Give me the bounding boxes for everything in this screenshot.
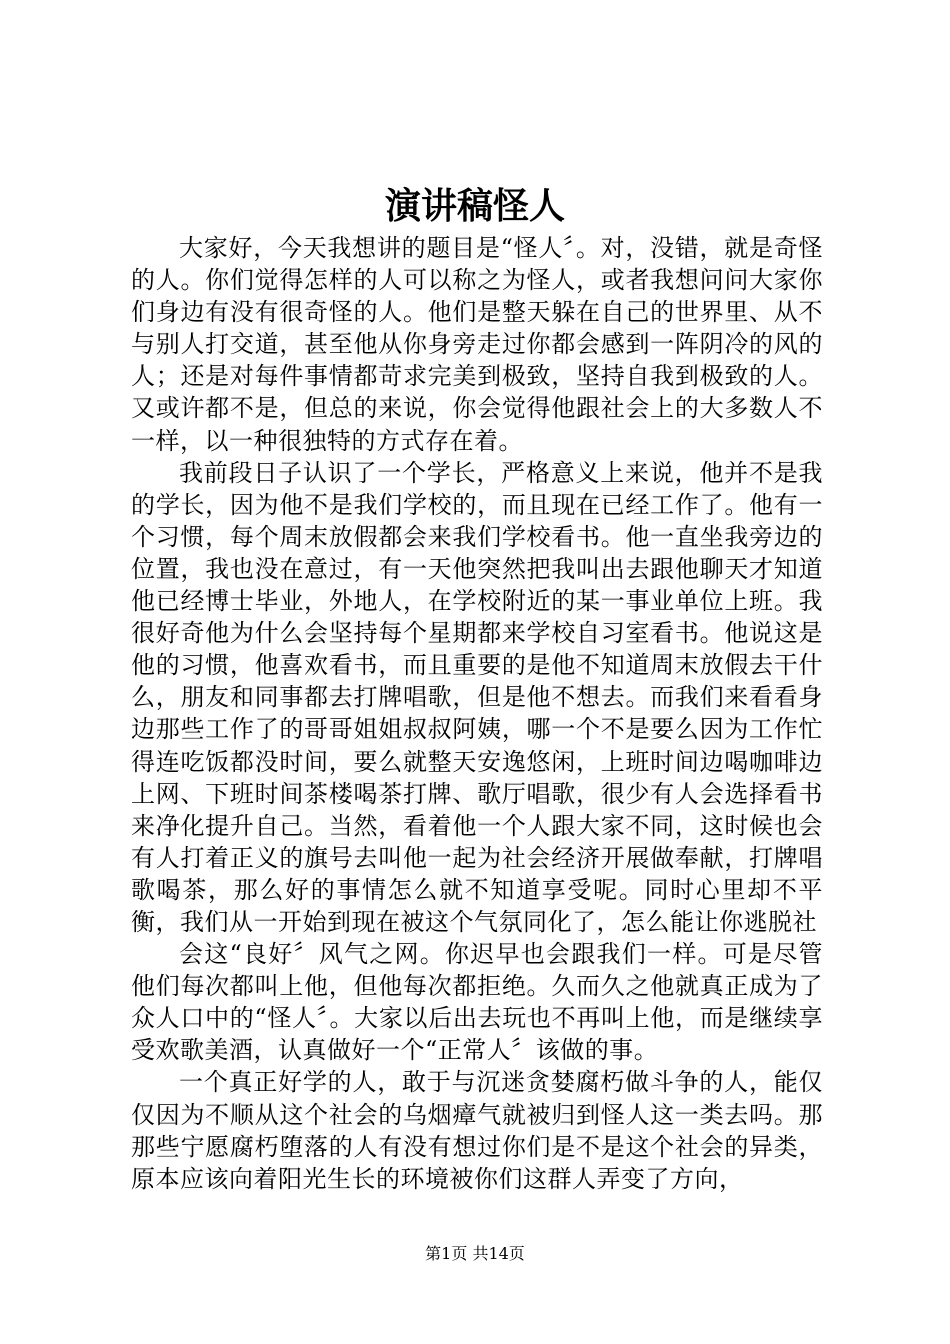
paragraph: 我前段日子认识了一个学长，严格意义上来说，他并不是我的学长，因为他不是我们学校的，而且现在已经工作了。他有一个习惯，每个周末放假都会来我们学校看书。他一直坐我旁边的位置，我也没在意过，有一天他突然把我叫出去跟他聊天才知道他已经博士毕业，外地人，在学校附近的某一事业单位上班。我很好奇他为什么会坚持每个星期都来学校自习室看书。他说这是他的习惯，他喜欢看书，而且重要的是他不知道周末放假去干什么，朋友和同事都去打牌唱歌，但是他不想去。而我们来看看身边那些工作了的哥哥姐姐叔叔阿姨，哪一个不是要么因为工作忙得连吃饭都没时间，要么就整天安逸悠闲，上班时间边喝咖啡边上网、下班时间茶楼喝茶打牌、歌厅唱歌，很少有人会选择看书来净化提升自己。当然，看着他一个人跟大家不同，这时候也会有人打着正义的旗号去叫他一起为社会经济开展做奉献，打牌唱歌喝茶，那么好的事情怎么就不知道享受呢。同时心里却不平衡，我们从一开始到现在被这个气氛同化了，怎么能让你逃脱社 [131, 458, 823, 936]
page-number-footer: 第1页 共14页 [425, 1244, 525, 1263]
paragraph: 会这“良好〞风气之网。你迟早也会跟我们一样。可是尽管他们每次都叫上他，但他每次都拒绝。久而久之他就真正成为了众人口中的“怪人〞。大家以后出去玩也不再叫上他，而是继续享受欢歌美酒，认真做好一个“正常人〞该做的事。 [131, 940, 823, 1065]
document-title: 演讲稿怪人 [384, 185, 565, 227]
document-body [131, 232, 823, 1195]
paragraph: 一个真正好学的人，敢于与沉迷贪婪腐朽做斗争的人，能仅仅因为不顺从这个社会的乌烟瘴气就被归到怪人这一类去吗。那那些宁愿腐朽堕落的人有没有想过你们是不是这个社会的异类，原本应该向着阳光生长的环境被你们这群人弄变了方向， [131, 1068, 823, 1193]
paragraph: 大家好，今天我想讲的题目是“怪人〞。对，没错，就是奇怪的人。你们觉得怎样的人可以称之为怪人，或者我想问问大家你们身边有没有很奇怪的人。他们是整天躲在自己的世界里、从不与别人打交道，甚至他从你身旁走过你都会感到一阵阴冷的风的人；还是对每件事情都苛求完美到极致，坚持自我到极致的人。又或许都不是，但总的来说，你会觉得他跟社会上的大多数人不一样，以一种很独特的方式存在着。 [131, 234, 823, 455]
